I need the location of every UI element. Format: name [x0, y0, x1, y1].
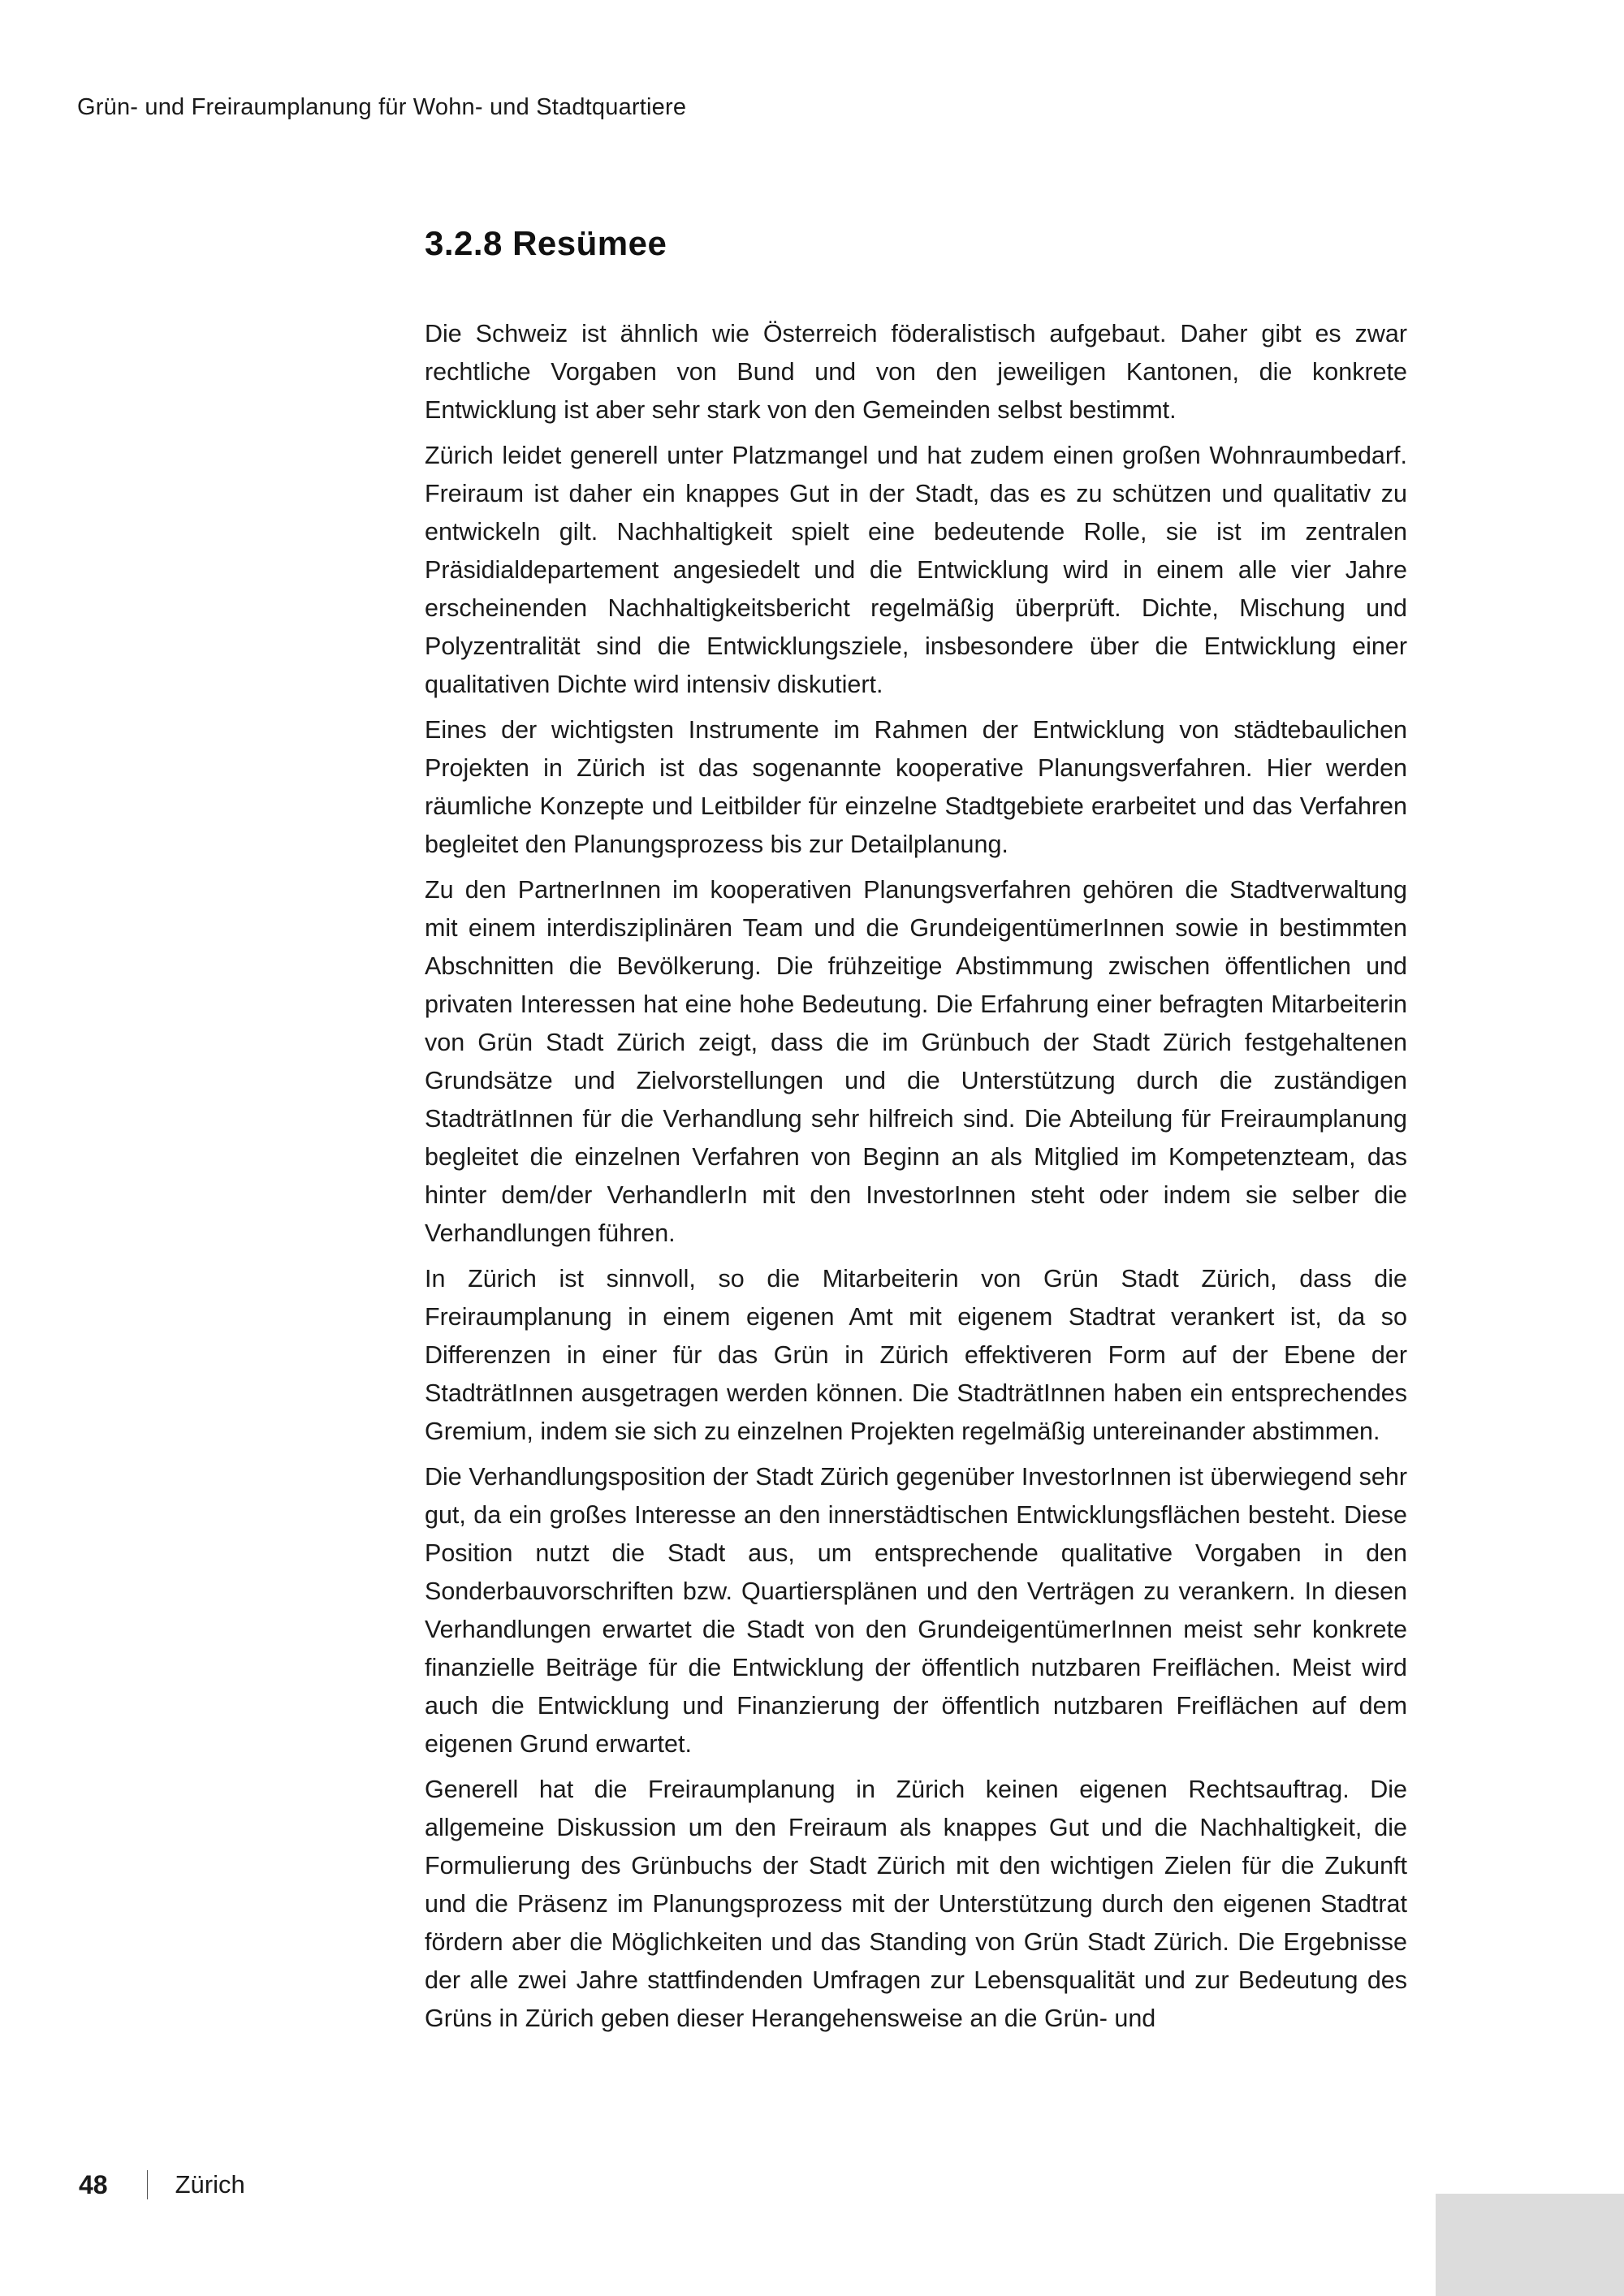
- corner-tab-marker: [1436, 2194, 1624, 2296]
- paragraph-1: Die Schweiz ist ähnlich wie Österreich föderalistisch aufgebaut. Daher gibt es zwar rechtliche Vorgaben von Bund und von den jeweiligen Kantonen, die konkrete Entwicklung ist aber sehr stark von den Gemeinden selbst bestimmt.: [425, 320, 1407, 424]
- paragraph-3: Eines der wichtigsten Instrumente im Rahmen der Entwicklung von städtebaulichen Projekten in Zürich ist das sogenannte kooperative Planungsverfahren. Hier werden räumliche Konzepte und Leitbilder für einzelne Stadtgebiete erarbeitet und das Verfahren begleitet den Planungsprozess bis zur Detailplanung.: [425, 716, 1407, 858]
- body-text: [425, 315, 1407, 2045]
- running-header: Grün- und Freiraumplanung für Wohn- und Stadtquartiere: [77, 94, 687, 120]
- paragraph-2: Zürich leidet generell unter Platzmangel und hat zudem einen großen Wohnraumbedarf. Freiraum ist daher ein knappes Gut in der Stadt, das es zu schützen und qualitativ zu entwickeln gilt. Nachhaltigkeit spielt eine bedeutende Rolle, sie ist im zentralen Präsidialdepartement angesiedelt und die Entwicklung wird in einem alle vier Jahre erscheinenden Nachhaltigkeitsbericht regelmäßig überprüft. Dichte, Mischung und Polyzentralität sind die Entwicklungsziele, insbesondere über die Entwicklung einer qualitativen Dichte wird intensiv diskutiert.: [425, 442, 1407, 698]
- paragraph-6: Die Verhandlungsposition der Stadt Zürich gegenüber InvestorInnen ist überwiegend sehr gut, da ein großes Interesse an den innerstädtischen Entwicklungsflächen besteht. Diese Position nutzt die Stadt aus, um entsprechende qualitative Vorgaben in den Sonderbauvorschriften bzw. Quartiersplänen und den Verträgen zu verankern. In diesen Verhandlungen erwartet die Stadt von den GrundeigentümerInnen meist sehr konkrete finanzielle Beiträge für die Entwicklung der öffentlich nutzbaren Freiflächen. Meist wird auch die Entwicklung und Finanzierung der öffentlich nutzbaren Freiflächen auf dem eigenen Grund erwartet.: [425, 1463, 1407, 1758]
- paragraph-5: In Zürich ist sinnvoll, so die Mitarbeiterin von Grün Stadt Zürich, dass die Freiraumplanung in einem eigenen Amt mit eigenem Stadtrat verankert ist, da so Differenzen in einer für das Grün in Zürich effektiveren Form auf der Ebene der StadträtInnen ausgetragen werden können. Die StadträtInnen haben ein entsprechendes Gremium, indem sie sich zu einzelnen Projekten regelmäßig untereinander abstimmen.: [425, 1265, 1407, 1445]
- chapter-name: Zürich: [175, 2170, 245, 2199]
- section-title: 3.2.8 Resümee: [425, 224, 667, 262]
- page-footer: [79, 2169, 245, 2201]
- page-number: 48: [79, 2169, 108, 2199]
- paragraph-4: Zu den PartnerInnen im kooperativen Planungsverfahren gehören die Stadtverwaltung mit einem interdisziplinären Team und die GrundeigentümerInnen sowie in bestimmten Abschnitten die Bevölkerung. Die frühzeitige Abstimmung zwischen öffentlichen und privaten Interessen hat eine hohe Bedeutung. Die Erfahrung einer befragten Mitarbeiterin von Grün Stadt Zürich zeigt, dass die im Grünbuch der Stadt Zürich festgehaltenen Grundsätze und Zielvorstellungen und die Unterstützung durch die zuständigen StadträtInnen für die Verhandlung sehr hilfreich sind. Die Abteilung für Freiraumplanung begleitet die einzelnen Verfahren von Beginn an als Mitglied im Kompetenzteam, das hinter dem/der VerhandlerIn mit den InvestorInnen steht oder indem sie selber die Verhandlungen führen.: [425, 876, 1407, 1247]
- footer-divider: [147, 2170, 148, 2199]
- paragraph-7: Generell hat die Freiraumplanung in Zürich keinen eigenen Rechtsauftrag. Die allgemeine Diskussion um den Freiraum als knappes Gut und die Nachhaltigkeit, die Formulierung des Grünbuchs der Stadt Zürich mit den wichtigen Zielen für die Zukunft und die Präsenz im Planungsprozess mit der Unterstützung durch den eigenen Stadtrat fördern aber die Möglichkeiten und das Standing von Grün Stadt Zürich. Die Ergebnisse der alle zwei Jahre stattfindenden Umfragen zur Lebensqualität und zur Bedeutung des Grüns in Zürich geben dieser Herangehensweise an die Grün- und: [425, 1776, 1407, 2032]
